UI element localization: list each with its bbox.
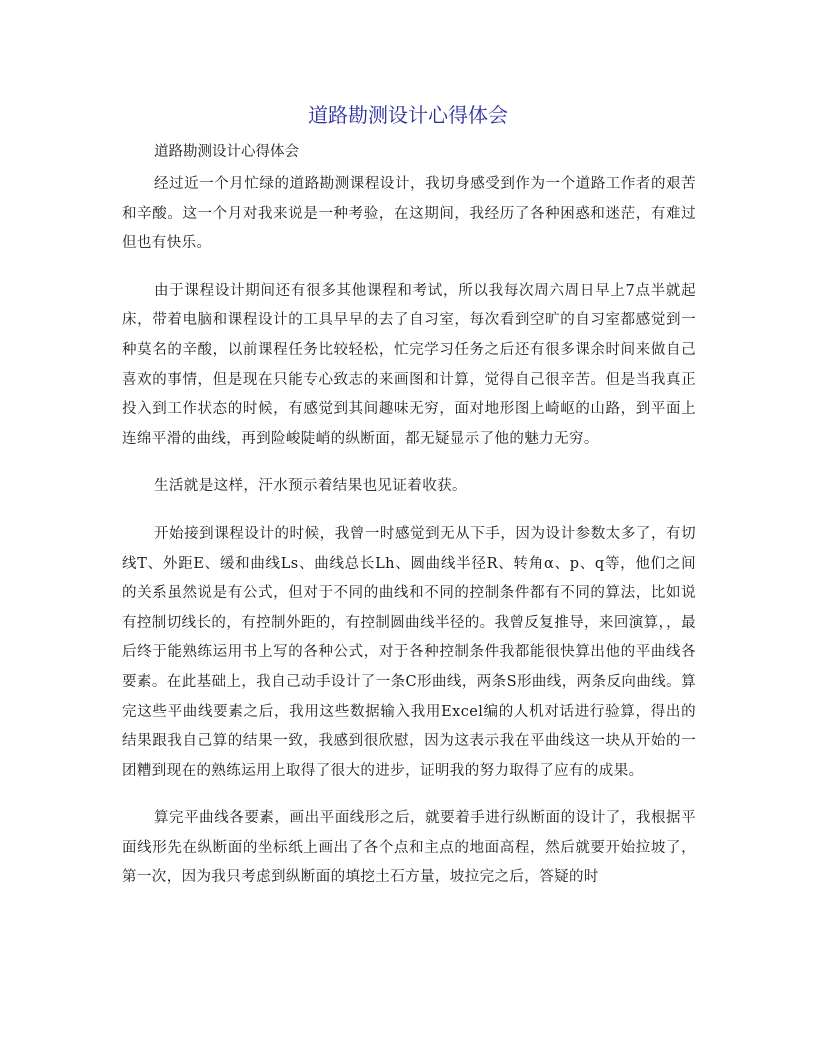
paragraph: 生活就是这样，汗水预示着结果也见证着收获。 xyxy=(154,478,467,495)
paragraph: 开始接到课程设计的时候，我曾一时感觉到无从下手，因为设计参数太多了，有切线T、外距E、缓和曲线Ls、曲线总长Lh、圆曲线半径R、转角α、p、q等，他们之间的关系虽然说是有公式，但对于不同的曲线和不同的控制条件都有不同的算法，比如说有控制切线长的，有控制外距的，有控制圆曲线半径的。我曾反复推导，来回演算，，最后终于能熟练运用书上写的各种公式，对于各种控制条件我都能很快算出他的平曲线各要素。在此基础上，我自己动手设计了一条C形曲线，两条S形曲线，两条反向曲线。算完这些平曲线要素之后，我用这些数据输入我用Excel编的人机对话进行验算，得出的结果跟我自己算的结果一致，我感到很欣慰，因为这表示我在平曲线这一块从开始的一团糟到现在的熟练运用上取得了很大的进步，证明我的努力取得了应有的成果。 xyxy=(122,525,696,779)
document-title: 道路勘测设计心得体会 xyxy=(308,103,508,127)
document-subtitle: 道路勘测设计心得体会 xyxy=(154,144,299,160)
paragraph: 由于课程设计期间还有很多其他课程和考试，所以我每次周六周日早上7点半就起床，带着电脑和课程设计的工具早早的去了自习室，每次看到空旷的自习室都感觉到一种莫名的辛酸，以前课程任务比较轻松，忙完学习任务之后还有很多课余时间来做自己喜欢的事情，但是现在只能专心致志的来画图和计算，觉得自己很辛苦。但是当我真正投入到工作状态的时候，有感觉到其间趣味无穷，面对地形图上崎岖的山路，到平面上连绵平滑的曲线，再到险峻陡峭的纵断面，都无疑显示了他的魅力无穷。 xyxy=(122,282,696,447)
paragraph: 经过近一个月忙绿的道路勘测课程设计，我切身感受到作为一个道路工作者的艰苦和辛酸。这一个月对我来说是一种考验，在这期间，我经历了各种困惑和迷茫，有难过但也有快乐。 xyxy=(122,176,696,252)
document-body xyxy=(122,142,696,911)
paragraph: 算完平曲线各要素，画出平面线形之后，就要着手进行纵断面的设计了，我根据平面线形先在纵断面的坐标纸上画出了各个点和主点的地面高程，然后就要开始拉坡了，第一次，因为我只考虑到纵断面的填挖土石方量，坡拉完之后，答疑的时 xyxy=(122,810,696,886)
